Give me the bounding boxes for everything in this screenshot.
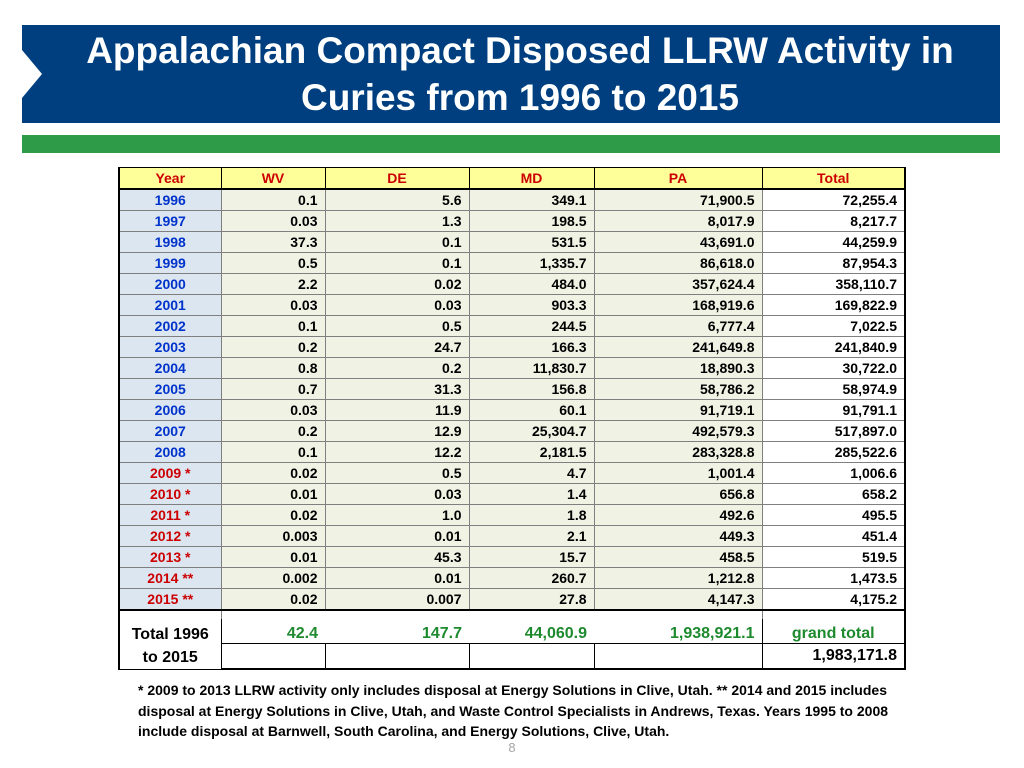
- table-row: [119, 547, 905, 568]
- de-cell: 0.1: [325, 253, 469, 274]
- slide-title-line-2: Curies from 1996 to 2015: [300, 77, 740, 118]
- md-cell: 27.8: [469, 589, 594, 611]
- total-cell: 495.5: [762, 505, 905, 526]
- table-row: [119, 211, 905, 232]
- summary-label: Total 1996 to 2015: [119, 619, 221, 669]
- wv-cell: 0.002: [221, 568, 325, 589]
- wv-cell: 0.003: [221, 526, 325, 547]
- de-cell: 1.0: [325, 505, 469, 526]
- md-cell: 903.3: [469, 295, 594, 316]
- wv-cell: 0.02: [221, 463, 325, 484]
- de-cell: 24.7: [325, 337, 469, 358]
- wv-cell: 0.1: [221, 442, 325, 463]
- de-cell: 0.03: [325, 295, 469, 316]
- wv-cell: 2.2: [221, 274, 325, 295]
- pa-cell: 91,719.1: [594, 400, 762, 421]
- md-cell: 4.7: [469, 463, 594, 484]
- md-cell: 15.7: [469, 547, 594, 568]
- total-cell: 451.4: [762, 526, 905, 547]
- summary-empty-cell: [221, 644, 325, 670]
- table-row: [119, 274, 905, 295]
- total-cell: 1,473.5: [762, 568, 905, 589]
- de-cell: 45.3: [325, 547, 469, 568]
- de-cell: 12.2: [325, 442, 469, 463]
- de-cell: 0.5: [325, 316, 469, 337]
- total-cell: 58,974.9: [762, 379, 905, 400]
- wv-cell: 0.03: [221, 400, 325, 421]
- year-cell: 2009 *: [119, 463, 221, 484]
- summary-md-total: 44,060.9: [469, 619, 594, 644]
- spacer-cell: [762, 610, 905, 619]
- md-cell: 166.3: [469, 337, 594, 358]
- md-cell: 156.8: [469, 379, 594, 400]
- md-cell: 349.1: [469, 189, 594, 211]
- year-cell: 2003: [119, 337, 221, 358]
- title-notch-shape: [22, 50, 42, 98]
- total-cell: 241,840.9: [762, 337, 905, 358]
- wv-cell: 0.02: [221, 589, 325, 611]
- column-header-total: Total: [762, 168, 905, 190]
- wv-cell: 0.7: [221, 379, 325, 400]
- md-cell: 2,181.5: [469, 442, 594, 463]
- spacer-cell: [469, 610, 594, 619]
- table-row: [119, 421, 905, 442]
- year-cell: 1998: [119, 232, 221, 253]
- pa-cell: 1,212.8: [594, 568, 762, 589]
- table-row: [119, 400, 905, 421]
- year-cell: 2002: [119, 316, 221, 337]
- table-row: [119, 568, 905, 589]
- table-row: [119, 526, 905, 547]
- summary-empty-cell: [594, 644, 762, 670]
- column-header-pa: PA: [594, 168, 762, 190]
- year-cell: 2004: [119, 358, 221, 379]
- llrw-activity-table: [118, 167, 906, 670]
- de-cell: 0.5: [325, 463, 469, 484]
- summary-empty-cell: [325, 644, 469, 670]
- summary-de-total: 147.7: [325, 619, 469, 644]
- total-cell: 87,954.3: [762, 253, 905, 274]
- total-cell: 358,110.7: [762, 274, 905, 295]
- table-row: [119, 379, 905, 400]
- slide-title: [50, 25, 990, 123]
- md-cell: 60.1: [469, 400, 594, 421]
- md-cell: 2.1: [469, 526, 594, 547]
- table-row: [119, 505, 905, 526]
- wv-cell: 0.01: [221, 547, 325, 568]
- pa-cell: 43,691.0: [594, 232, 762, 253]
- summary-wv-total: 42.4: [221, 619, 325, 644]
- wv-cell: 0.8: [221, 358, 325, 379]
- table-row: [119, 253, 905, 274]
- de-cell: 0.03: [325, 484, 469, 505]
- de-cell: 0.01: [325, 568, 469, 589]
- pa-cell: 71,900.5: [594, 189, 762, 211]
- wv-cell: 0.2: [221, 421, 325, 442]
- wv-cell: 0.03: [221, 295, 325, 316]
- pa-cell: 241,649.8: [594, 337, 762, 358]
- total-cell: 8,217.7: [762, 211, 905, 232]
- pa-cell: 4,147.3: [594, 589, 762, 611]
- de-cell: 0.02: [325, 274, 469, 295]
- year-cell: 2015 **: [119, 589, 221, 611]
- year-cell: 2011 *: [119, 505, 221, 526]
- grand-total-label: grand total: [762, 619, 905, 644]
- table-row: [119, 484, 905, 505]
- de-cell: 0.1: [325, 232, 469, 253]
- spacer-cell: [325, 610, 469, 619]
- pa-cell: 656.8: [594, 484, 762, 505]
- summary-row: [119, 619, 905, 644]
- footnote: * 2009 to 2013 LLRW activity only includes disposal at Energy Solutions in Clive, Utah. ** 2014 and 2015 includes disposal at Energy Solutions in Clive, Utah, and Waste Control Specialists in Andrews, Texas. Years 1995 to 2008 include disposal at Barnwell, South Carolina, and Energy Solutions, Clive, Utah.: [138, 682, 889, 739]
- total-cell: 72,255.4: [762, 189, 905, 211]
- year-cell: 2013 *: [119, 547, 221, 568]
- summary-spacer-row: [119, 610, 905, 619]
- md-cell: 25,304.7: [469, 421, 594, 442]
- column-header-wv: WV: [221, 168, 325, 190]
- md-cell: 484.0: [469, 274, 594, 295]
- year-cell: 1999: [119, 253, 221, 274]
- summary-row-2: [119, 644, 905, 670]
- total-cell: 4,175.2: [762, 589, 905, 611]
- md-cell: 260.7: [469, 568, 594, 589]
- year-cell: 2001: [119, 295, 221, 316]
- wv-cell: 0.01: [221, 484, 325, 505]
- pa-cell: 86,618.0: [594, 253, 762, 274]
- total-cell: 517,897.0: [762, 421, 905, 442]
- wv-cell: 37.3: [221, 232, 325, 253]
- de-cell: 0.2: [325, 358, 469, 379]
- total-cell: 285,522.6: [762, 442, 905, 463]
- pa-cell: 357,624.4: [594, 274, 762, 295]
- table-row: [119, 337, 905, 358]
- total-cell: 30,722.0: [762, 358, 905, 379]
- md-cell: 1.4: [469, 484, 594, 505]
- table-row: [119, 232, 905, 253]
- table-row: [119, 316, 905, 337]
- md-cell: 1,335.7: [469, 253, 594, 274]
- md-cell: 244.5: [469, 316, 594, 337]
- table-row: [119, 442, 905, 463]
- year-cell: 2010 *: [119, 484, 221, 505]
- wv-cell: 0.02: [221, 505, 325, 526]
- wv-cell: 0.5: [221, 253, 325, 274]
- pa-cell: 458.5: [594, 547, 762, 568]
- wv-cell: 0.1: [221, 189, 325, 211]
- pa-cell: 58,786.2: [594, 379, 762, 400]
- year-cell: 2012 *: [119, 526, 221, 547]
- column-header-year: Year: [119, 168, 221, 190]
- md-cell: 531.5: [469, 232, 594, 253]
- de-cell: 0.007: [325, 589, 469, 611]
- pa-cell: 6,777.4: [594, 316, 762, 337]
- column-header-md: MD: [469, 168, 594, 190]
- de-cell: 0.01: [325, 526, 469, 547]
- summary-empty-cell: [469, 644, 594, 670]
- year-cell: 1997: [119, 211, 221, 232]
- wv-cell: 0.03: [221, 211, 325, 232]
- total-cell: 1,006.6: [762, 463, 905, 484]
- summary-pa-total: 1,938,921.1: [594, 619, 762, 644]
- de-cell: 12.9: [325, 421, 469, 442]
- pa-cell: 168,919.6: [594, 295, 762, 316]
- pa-cell: 1,001.4: [594, 463, 762, 484]
- total-cell: 169,822.9: [762, 295, 905, 316]
- green-divider-bar: [22, 135, 1000, 153]
- spacer-cell: [594, 610, 762, 619]
- slide-title-line-1: Appalachian Compact Disposed LLRW Activity in: [86, 30, 954, 71]
- total-cell: 7,022.5: [762, 316, 905, 337]
- page-number: 8: [508, 740, 516, 755]
- de-cell: 31.3: [325, 379, 469, 400]
- de-cell: 11.9: [325, 400, 469, 421]
- table-row: [119, 189, 905, 211]
- grand-total-value: 1,983,171.8: [762, 644, 905, 670]
- pa-cell: 18,890.3: [594, 358, 762, 379]
- md-cell: 198.5: [469, 211, 594, 232]
- year-cell: 2000: [119, 274, 221, 295]
- spacer-cell: [119, 610, 221, 619]
- md-cell: 11,830.7: [469, 358, 594, 379]
- table-row: [119, 589, 905, 611]
- year-cell: 2008: [119, 442, 221, 463]
- total-cell: 519.5: [762, 547, 905, 568]
- pa-cell: 449.3: [594, 526, 762, 547]
- total-cell: 44,259.9: [762, 232, 905, 253]
- column-header-de: DE: [325, 168, 469, 190]
- table-header-row: [119, 168, 905, 190]
- spacer-cell: [221, 610, 325, 619]
- year-cell: 2007: [119, 421, 221, 442]
- year-cell: 2005: [119, 379, 221, 400]
- year-cell: 2014 **: [119, 568, 221, 589]
- table-row: [119, 358, 905, 379]
- table-row: [119, 295, 905, 316]
- pa-cell: 492,579.3: [594, 421, 762, 442]
- wv-cell: 0.2: [221, 337, 325, 358]
- total-cell: 658.2: [762, 484, 905, 505]
- de-cell: 1.3: [325, 211, 469, 232]
- pa-cell: 492.6: [594, 505, 762, 526]
- total-cell: 91,791.1: [762, 400, 905, 421]
- de-cell: 5.6: [325, 189, 469, 211]
- wv-cell: 0.1: [221, 316, 325, 337]
- pa-cell: 283,328.8: [594, 442, 762, 463]
- year-cell: 2006: [119, 400, 221, 421]
- md-cell: 1.8: [469, 505, 594, 526]
- pa-cell: 8,017.9: [594, 211, 762, 232]
- year-cell: 1996: [119, 189, 221, 211]
- table-row: [119, 463, 905, 484]
